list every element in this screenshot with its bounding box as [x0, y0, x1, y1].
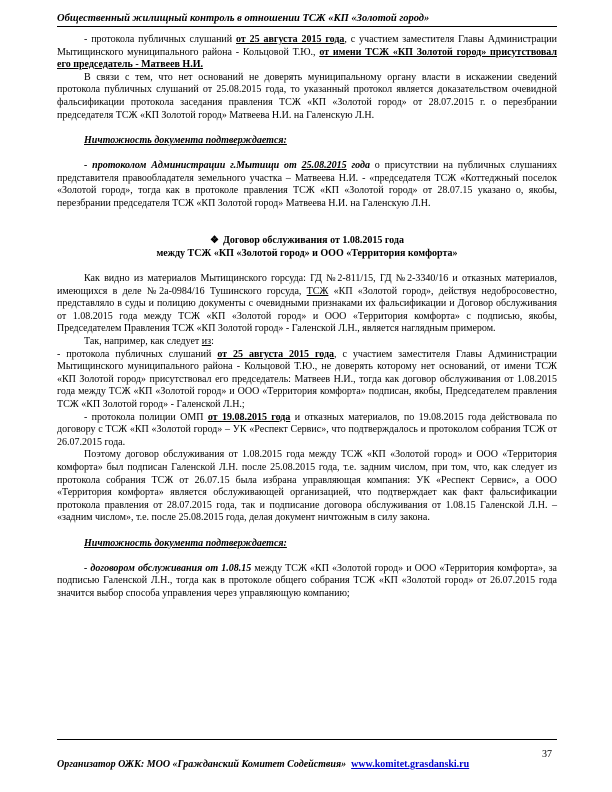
- running-header: Общественный жилищный контроль в отношении ТСЖ «КП «Золотой город»: [57, 13, 557, 27]
- footer-divider: [57, 739, 557, 740]
- section-heading-line1: [57, 235, 557, 248]
- text: «КП «Золотой город», действуя недобросовестно, представляло в суды и полицию документы с очевидными признаками их фальсификации и Договор обслуживания от 1.08.2015 года между ТСЖ «КП «Золотой город» и ООО «Территория комфорта» с подписью, якобы, Председателем Правления ТСЖ «КП Золотой город» - Галенской Л.Н., является наглядным примером.: [57, 285, 557, 335]
- chairman-emphasis: от имени ТСЖ «КП Золотой город» присутствовал его председатель - Матвеев Н.И.: [57, 46, 557, 71]
- nullity-heading-2: Ничтожность документа подтверждается:: [84, 537, 287, 549]
- text: между ТСЖ «КП «Золотой город» и ООО «Территория комфорта», за подписью Галенской Л.Н., тогда как в протоколе общего собрания ТСЖ «КП «Золотой город» от 26.07.2015 года значится выбор способа управления через управляющую компанию;: [57, 562, 557, 599]
- text: Как видно из материалов Мытищинского горсуда: ГД №2-811/15, ГД №2-3340/16 и отказных материалов, имеющихся в деле №2а-0984/16 Тушинского горсуда,: [57, 273, 557, 297]
- text: Так, например, как следует: [84, 336, 202, 348]
- date-emphasis: от 25 августа 2015 года: [236, 34, 345, 45]
- text: :: [211, 336, 214, 348]
- text: , с участием заместителя Главы Администрации Мытищинского муниципального района - Кольцовой Т.Ю.,: [57, 34, 557, 58]
- section-heading-line2: между ТСЖ «КП «Золотой город» и ООО «Территория комфорта»: [156, 247, 458, 259]
- underlined-word: из: [201, 336, 212, 348]
- date-emphasis: от 19.08.2015 года: [207, 411, 291, 423]
- paragraph-9: [57, 563, 557, 601]
- text: - протокола публичных слушаний: [84, 34, 236, 45]
- text: - протокола полиции ОМП: [84, 411, 208, 423]
- paragraph-6: [57, 349, 557, 412]
- page-number: 37: [542, 749, 552, 760]
- paragraph-2: В связи с тем, что нет оснований не доверять муниципальному органу власти в искажении сведений протокола публичных слушаний от 25.08.2015 года, то указанный протокол является доказательством очевидной фальсификации протокола заседания правления ТСЖ «КП «Золотой город» от 28.07.2015 г. о перезбрании председателя ТСЖ «КП Золотой город» Матвеева Н.И. на Галенскую Л.Н.: [57, 71, 557, 121]
- paragraph-8: Поэтому договор обслуживания от 1.08.2015 года между ТСЖ «КП «Золотой город» и ООО «Территория комфорта» был подписан Галенской Л.Н. после 25.08.2015 года, т.е. задним числом, при том, что, как следует из протокола собрания ТСЖ от 26.07.15 была избрана управляющая компания: УК «Респект Сервис», а ООО «Территория комфорта» является обслуживающей организацией, что подтверждает как факт фальсификации протокола правления от 28.07.2015 года, так и подписание договора обслуживания от 1.08.15 Галенской Л.Н. – «задним числом», т.е. после 25.08.2015 года, делая документ ничтожным в силу закона.: [57, 449, 557, 524]
- website-link[interactable]: www.komitet.grasdanski.ru: [351, 759, 470, 770]
- document-body: [57, 34, 557, 601]
- diamond-bullet-icon: ❖: [210, 235, 220, 247]
- text: Договор обслуживания от 1.08.2015 года: [223, 235, 404, 247]
- paragraph-1: [57, 34, 557, 72]
- text: - протоколом Администрации г.Мытищи от: [84, 159, 302, 171]
- text: о присутствии на публичных слушаниях представителя правообладателя земельного участка – Матвеева Н.И. - «председателя ТСЖ «Коттеджный поселок «Золотой город», тогда как в протоколе правления ТСЖ «КП «Золотой город» от 28.07.15 указано о, якобы, перезбрании председателя ТСЖ «КП Золотой город» Матвеева Н.И. на Галенскую Л.Н.: [57, 159, 557, 209]
- text: и отказных материалов, по 19.08.2015 года действовала по договору с ТСЖ «КП «Золотой город» – УК «Респект Сервис», что подтверждалось и протоколом собрания ТСЖ от 26.07.2015 года.: [57, 411, 557, 448]
- text: года: [346, 159, 370, 171]
- text: - протокола публичных слушаний: [57, 348, 218, 360]
- organizer-text: Организатор ОЖК: МОО «Гражданский Комитет Содействия»: [57, 759, 347, 770]
- paragraph-5: [57, 336, 557, 349]
- paragraph-4: [57, 273, 557, 336]
- text: , с участием заместителя Главы Администрации Мытищинского муниципального района - Кольцовой Т.Ю., не доверять которому нет оснований, от имени ТСЖ «КП Золотой город» присутствовал его председатель: Матвеев Н.И., тогда как договор обслуживания от 1.08.2015 года между ТСЖ «КП «Золотой город» и ООО «Территория комфорта» подписан, якобы, Председателем правления ТСЖ «КП Золотой город» - Галенской Л.Н.;: [57, 348, 558, 411]
- paragraph-3: [57, 160, 557, 210]
- text: - договором обслуживания от 1.08.15: [84, 562, 252, 574]
- paragraph-7: [57, 412, 557, 450]
- date-emphasis: 25.08.2015: [301, 159, 347, 171]
- nullity-heading-1: Ничтожность документа подтверждается:: [84, 134, 287, 146]
- date-emphasis: от 25 августа 2015 года: [217, 348, 335, 360]
- underlined-word: ТСЖ: [306, 285, 329, 297]
- footer: [57, 759, 469, 770]
